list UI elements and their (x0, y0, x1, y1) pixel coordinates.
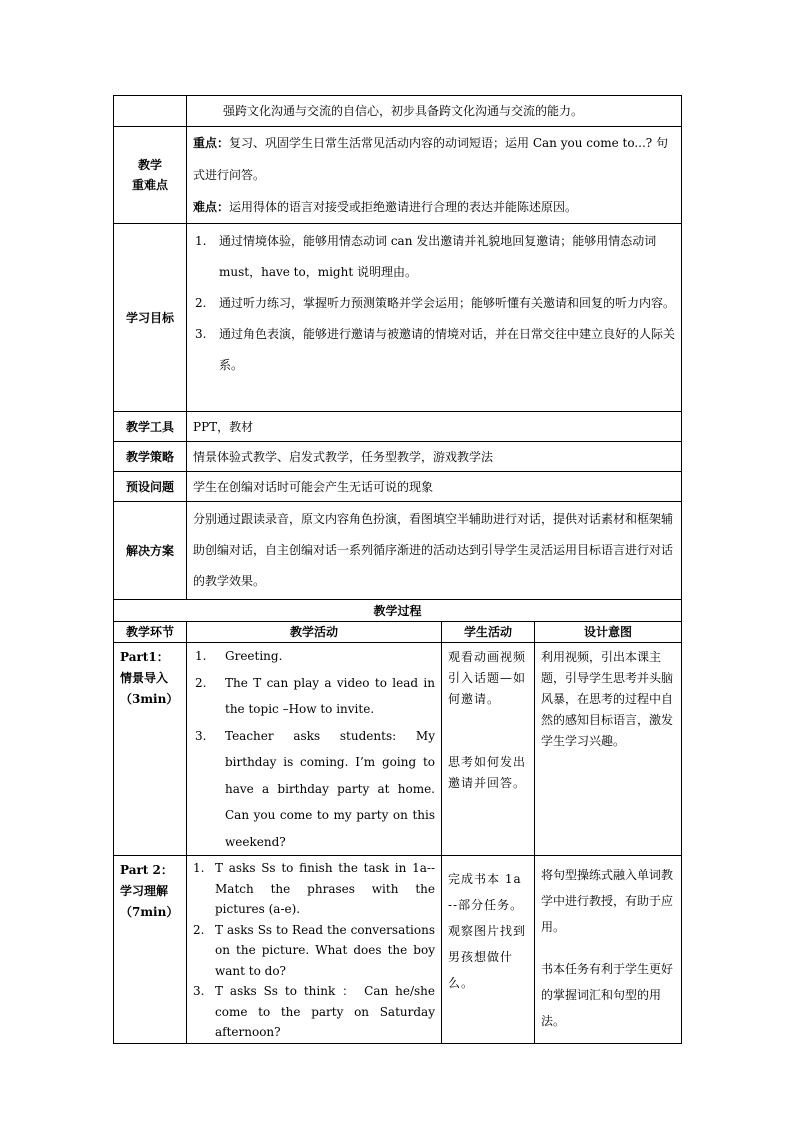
part1-student-watch: 观看动画视频引入话题—如何邀请。 (448, 650, 527, 706)
part2-design (535, 856, 682, 1044)
activity-num: 2. (195, 675, 207, 690)
part1-design: 利用视频，引出本课主题，引导学生思考并头脑风暴，在思考的过程中自然的感知目标语言，激发学生学习兴趣。 (535, 643, 682, 856)
activity-text: Teacher asks students: My birthday is coming. I’m going to have a birthday party at home. Can you come to my party on this weekend? (225, 728, 435, 849)
objective-item (193, 319, 675, 381)
tools-text: PPT，教材 (187, 412, 682, 442)
problem-text: 学生在创编对话时可能会产生无话可说的现象 (187, 472, 682, 502)
activity-num: 3. (193, 984, 205, 998)
activity-num: 3. (195, 728, 207, 743)
difficulty-label: 难点： (193, 200, 230, 214)
problem-label: 预设问题 (114, 472, 187, 502)
part1-student-think: 思考如何发出邀请并回答。 (448, 755, 527, 790)
activity-text: T asks Ss to finish the task in 1a--Match the phrases with the pictures (a-e). (215, 861, 435, 916)
activity-item (187, 981, 435, 1043)
activity-num: 2. (193, 922, 205, 937)
part1-activities (187, 643, 442, 856)
strategy-label: 教学策略 (114, 442, 187, 472)
header-stage: 教学环节 (114, 622, 187, 643)
objective-item (193, 288, 675, 319)
strategy-text: 情景体验式教学、启发式教学，任务型教学，游戏教学法 (187, 442, 682, 472)
process-title: 教学过程 (114, 600, 682, 622)
difficulty-text: 运用得体的语言对接受或拒绝邀请进行合理的表达并能陈述原因。 (229, 200, 578, 214)
activity-item (187, 858, 435, 920)
objective-item (193, 226, 675, 288)
lesson-plan-table (113, 95, 681, 1044)
part1-stage: Part1： 情景导入 （3min） (114, 643, 187, 856)
header-student-activity: 学生活动 (442, 622, 535, 643)
solution-text: 分别通过跟读录音，原文内容角色扮演，看图填空半辅助进行对话，提供对话素材和框架辅助创编对话，自主创编对话一系列循序渐进的活动达到引导学生灵活运用目标语言进行对话的教学效果。 (187, 502, 682, 600)
part2-design-a: 将句型操练式融入单词教学中进行教授，有助于应用。 (541, 868, 674, 934)
header-teacher-activity: 教学活动 (187, 622, 442, 643)
part2-student: 完成书本 1a --部分任务。观察图片找到男孩想做什么。 (442, 856, 535, 1044)
activity-num: 1. (193, 861, 205, 875)
solution-label: 解决方案 (114, 502, 187, 600)
objective-text: 通过听力练习，掌握听力预测策略并学会运用；能够听懂有关邀请和回复的听力内容。 (219, 296, 676, 310)
part2-stage: Part 2： 学习理解 （7min） (114, 856, 187, 1044)
part1-student (442, 643, 535, 856)
objectives-label: 学习目标 (114, 224, 187, 412)
activity-num: 1. (195, 649, 207, 663)
objective-num: 1. (195, 234, 207, 248)
objective-text: 通过情境体验，能够用情态动词 can 发出邀请并礼貌地回复邀请；能够用情态动词 must，have to，might 说明理由。 (219, 234, 657, 279)
activity-item (187, 643, 435, 670)
objectives-content (187, 224, 682, 412)
activity-item (187, 723, 435, 856)
cultural-goal-text: 强跨文化沟通与交流的自信心，初步具备跨文化沟通与交流的能力。 (187, 96, 682, 127)
activity-text: Greeting. (225, 649, 283, 663)
objective-num: 3. (195, 327, 207, 341)
activity-text: T asks Ss to think ： Can he/she come to the party on Saturday afternoon? (215, 984, 435, 1039)
header-design-intent: 设计意图 (535, 622, 682, 643)
part2-design-b: 书本任务有利于学生更好的掌握词汇和句型的用法。 (541, 962, 674, 1028)
objective-text: 通过角色表演，能够进行邀请与被邀请的情境对话，并在日常交往中建立良好的人际关系。 (219, 327, 676, 372)
empty-label-cell (114, 96, 187, 127)
key-points-content (187, 127, 682, 224)
activity-text: T asks Ss to Read the conversations on the picture. What does the boy want to do? (215, 922, 435, 978)
part2-activities (187, 856, 442, 1044)
objective-num: 2. (195, 296, 207, 310)
focus-text: 复习、巩固学生日常生活常见活动内容的动词短语；运用 Can you come to...? 句式进行问答。 (193, 136, 669, 182)
activity-item (187, 920, 435, 982)
activity-text: The T can play a video to lead in the topic –How to invite. (225, 675, 435, 716)
key-points-label: 教学 重难点 (114, 127, 187, 224)
activity-item (187, 670, 435, 723)
tools-label: 教学工具 (114, 412, 187, 442)
focus-label: 重点： (193, 136, 230, 150)
